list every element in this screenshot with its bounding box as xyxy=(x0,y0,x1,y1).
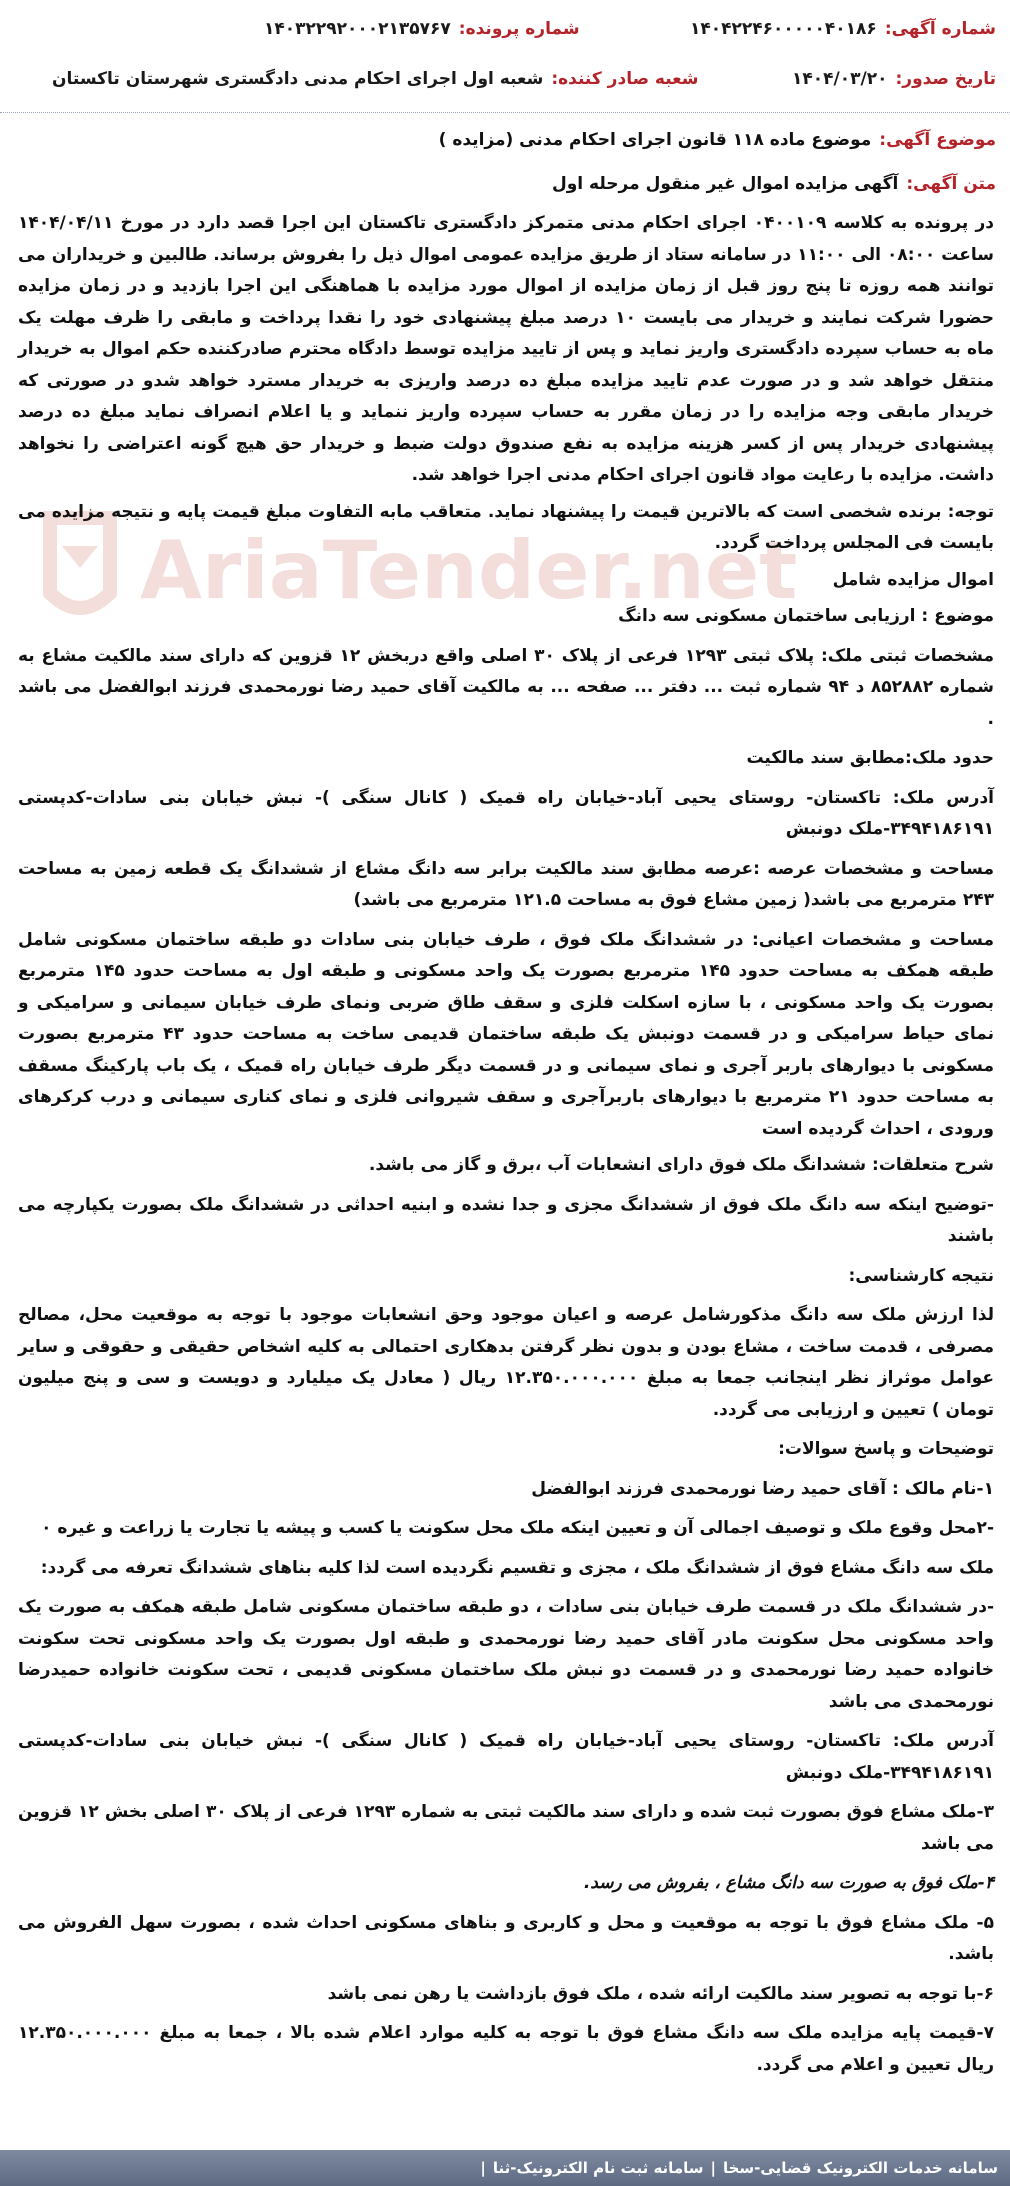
land-area: مساحت و مشخصات عرصه :عرصه مطابق سند مالکیت برابر سه دانگ مشاع از ششدانگ یک قطعه زمین به مساحت ۲۴۳ مترمربع می باشد( زمین مشاع فوق به مساحت ۱۲۱.۵ مترمربع می باشد) xyxy=(18,858,994,910)
issuing-branch-label: شعبه صادر کننده: xyxy=(551,69,699,89)
ad-number: ۱۴۰۴۲۲۴۶۰۰۰۰۰۴۰۱۸۶ xyxy=(690,19,877,39)
sakha-link[interactable]: سامانه خدمات الکترونیک قضایی-سخا xyxy=(722,2159,998,2177)
subject-label: موضوع آگهی: xyxy=(879,130,996,150)
ad-text-label: متن آگهی: xyxy=(906,174,996,194)
note-paragraph: توجه: برنده شخصی است که بالاترین قیمت را پیشنهاد نماید. متعاقب مابه التفاوت مبلغ قیمت پایه و نتیجه مزایده می بایست فی المجلس پرداخت گردد. xyxy=(18,501,994,553)
registration-details: مشخصات ثبتی ملک: پلاک ثبتی ۱۲۹۳ فرعی از پلاک ۳۰ اصلی واقع دربخش ۱۲ قزوین که دارای سند مالکیت مشاع به شماره ۸۵۲۸۸۲ د ۹۴ شماره ثبت ... دفتر ... صفحه ... به مالکیت آقای حمید رضا نورمحمدی فرزند ابوالفضل می باشد . xyxy=(18,645,994,729)
property-boundaries: حدود ملک:مطابق سند مالکیت xyxy=(746,748,994,768)
ad-body xyxy=(18,208,994,2086)
header-divider xyxy=(0,112,1010,113)
expert-result-heading: نتیجه کارشناسی: xyxy=(848,1265,994,1286)
qa-marketability: ۵- ملک مشاع فوق با توجه به موقعیت و محل و کاربری و بناهای مسکونی احداث شده ، بصورت سهل الفروش می باشد. xyxy=(18,1912,994,1964)
qa-heading: توضیحات و پاسخ سوالات: xyxy=(778,1439,994,1459)
qa-base-price: ۷-قیمت پایه مزایده ملک سه دانگ مشاع فوق با توجه به کلیه موارد اعلام شده بالا ، جمعا به مبلغ ۱۲.۳۵۰.۰۰۰.۰۰۰ ریال تعیین و اعلام می گردد. xyxy=(18,2023,994,2075)
expert-valuation: لذا ارزش ملک سه دانگ مذکورشامل عرصه و اعیان موجود وحق انشعابات موجود با توجه به موقعیت محل، مصالح مصرفی ، قدمت ساخت ، مشاع بودن و بدون نظر گرفتن بدهکاری احتمالی به کلیه اشخاص حقیقی و حقوقی و سایر عوامل موثراز نظر اینجانب جمعا به مبلغ ۱۲.۳۵۰.۰۰۰.۰۰۰ ریال ( معادل یک میلیارد و دویست و سی و پنج میلیون تومان ) تعیین و ارزیابی می گردد. xyxy=(18,1305,994,1420)
qa-encumbrance: ۶-با توجه به تصویر سند مالکیت ارائه شده ، ملک فوق بازداشت یا رهن نمی باشد xyxy=(327,1983,994,2004)
issue-date: ۱۴۰۴/۰۳/۲۰ xyxy=(792,69,888,89)
ad-text-title-line xyxy=(14,168,996,200)
ad-number-block xyxy=(690,19,996,39)
qa-sale-share: ۴-ملک فوق به صورت سه دانگ مشاع ، بفروش می رسد. xyxy=(583,1873,994,1893)
qa-occupancy: -در ششدانگ ملک در قسمت طرف خیابان بنی سادات ، دو طبقه ساختمان مسکونی شامل طبقه همکف به صورت یک واحد مسکونی محل سکونت مادر آقای حمید رضا نورمحمدی و طبقه اول بصورت یک واحد مسکونی تحت سکونت خانواده حمید رضا نورمحمدی و در قسمت دو نبش ملک ساختمان مسکونی قدیمی ، تحت سکونت خانواده حمیدرضا نورمحمدی می باشد xyxy=(18,1597,994,1712)
subject-value: موضوع ماده ۱۱۸ قانون اجرای احکام مدنی (مزایده ) xyxy=(438,130,872,150)
watermark-text: AriaTender.net xyxy=(140,524,798,617)
qa-registration: ۳-ملک مشاع فوق بصورت ثبت شده و دارای سند مالکیت ثبتی به شماره ۱۲۹۳ فرعی از پلاک ۳۰ اصلی بخش ۱۲ قزوین می باشد xyxy=(18,1802,995,1854)
building-area: مساحت و مشخصات اعیانی: در ششدانگ ملک فوق ، طرف خیابان بنی سادات دو طبقه ساختمان مسکونی شامل طبقه همکف به مساحت حدود ۱۴۵ مترمربع بصورت یک واحد مسکونی و طبقه اول به مساحت حدود ۱۴۵ مترمربع بصورت یک واحد مسکونی ، با سازه اسکلت فلزی و سقف طاق ضربی ونمای طرف خیابان سیمانی و سرامیکی و نمای حیاط سرامیکی و در قسمت دونبش یک طبقه ساختمان قدیمی ساخت به مساحت حدود ۴۳ مترمربع بصورت مسکونی با دیوارهای باربر آجری و نمای سیمانی و در قسمت دیگر طرف خیابان راه قمیک ، یک باب پارکینگ مسقف به مساحت حدود ۲۱ مترمربع با دیوارهای باربرآجری و سقف شیروانی فلزی و نمای کناری سیمانی و درب کرکرهای ورودی ، احداث گردیده است xyxy=(18,929,994,1139)
case-number-label: شماره پرونده: xyxy=(458,19,580,39)
qa-owner: ۱-نام مالک : آقای حمید رضا نورمحمدی فرزند ابوالفضل xyxy=(531,1478,994,1499)
items-heading: اموال مزایده شامل xyxy=(832,569,994,590)
ad-text-title: آگهی مزایده اموال غیر منقول مرحله اول xyxy=(551,174,899,194)
qa-undivided: ملک سه دانگ مشاع فوق از ششدانگ ملک ، مجزی و تقسیم نگردیده است لذا کلیه بناهای ششدانگ تعرفه می گردد: xyxy=(40,1557,994,1578)
qa-address: آدرس ملک: تاکستان- روستای یحیی آباد-خیابان راه قمیک ( کانال سنگی )- نبش خیابان بنی سادات-کدپستی ۳۴۹۴۱۸۶۱۹۱-ملک دونبش xyxy=(18,1731,994,1783)
sana-link[interactable]: سامانه ثبت نام الکترونیک-ثنا xyxy=(492,2159,704,2177)
case-number-block xyxy=(264,19,580,39)
footer-bar xyxy=(0,2150,1010,2186)
case-number: ۱۴۰۳۲۲۹۲۰۰۰۲۱۳۵۷۶۷ xyxy=(264,19,451,39)
subject-line xyxy=(14,124,996,156)
header-row-1 xyxy=(14,12,996,46)
property-address: آدرس ملک: تاکستان- روستای یحیی آباد-خیابان راه قمیک ( کانال سنگی )- نبش خیابان بنی سادات-کدپستی ۳۴۹۴۱۸۶۱۹۱-ملک دونبش xyxy=(18,787,994,839)
issue-date-label: تاریخ صدور: xyxy=(895,69,996,89)
header-row-2 xyxy=(14,62,996,96)
undivided-note: -توضیح اینکه سه دانگ ملک فوق از ششدانگ مجزی و جدا نشده و ابنیه احداثی در ششدانگ ملک بصورت یکپارچه می باشند xyxy=(18,1194,994,1246)
footer-separator: | xyxy=(480,2159,486,2177)
utilities: شرح متعلقات: ششدانگ ملک فوق دارای انشعابات آب ،برق و گاز می باشد. xyxy=(368,1155,994,1175)
subject-heading: موضوع : ارزیابی ساختمان مسکونی سه دانگ xyxy=(618,606,994,626)
intro-paragraph: در پرونده به کلاسه ۰۴۰۰۱۰۹ اجرای احکام مدنی متمرکز دادگستری تاکستان این اجرا قصد دارد در مورخ ۱۴۰۴/۰۴/۱۱ ساعت ۰۸:۰۰ الی ۱۱:۰۰ در سامانه ستاد از طریق مزایده عمومی اموال ذیل را بفروش برساند. طالبین و خریداران می توانند همه روزه تا پنج روز قبل از زمان مزایده از اموال مورد مزایده با هماهنگی این اجرا بازدید و در زمان مزایده حضورا شرکت نمایند و خریدار می بایست ۱۰ درصد مبلغ پیشنهادی خود را نقدا پرداخت و مابقی را ظرف مهلت یک ماه به حساب سپرده دادگستری واریز نماید و پس از تایید مزایده توسط دادگاه محترم صادرکننده حکم اموال به خریدار منتقل خواهد شد و در صورت عدم تایید مزایده مبلغ ده درصد واریزی به خریدار مسترد خواهد شدو در صورتی که خریدار مابقی وجه مزایده را در زمان مقرر به حساب سپرده واریز ننماید و یا اعلام انصراف نماید مبلغ ده درصد پیشنهادی خریدار پس از کسر هزینه مزایده به نفع صندوق دولت ضبط و خریدار حق هیچ گونه اعتراضی را نخواهد داشت. مزایده با رعایت مواد قانون اجرای احکام مدنی اجرا خواهد شد. xyxy=(18,213,994,485)
issuing-branch-block xyxy=(52,69,698,89)
issue-date-block xyxy=(792,69,996,89)
issuing-branch: شعبه اول اجرای احکام مدنی دادگستری شهرستان تاکستان xyxy=(52,69,544,89)
ad-number-label: شماره آگهی: xyxy=(884,19,996,39)
qa-location: -۲محل وقوع ملک و توصیف اجمالی آن و تعیین اینکه ملک محل سکونت یا کسب و پیشه یا تجارت یا زراعت و غیره ۰ xyxy=(41,1518,994,1538)
footer-separator: | xyxy=(710,2159,716,2177)
